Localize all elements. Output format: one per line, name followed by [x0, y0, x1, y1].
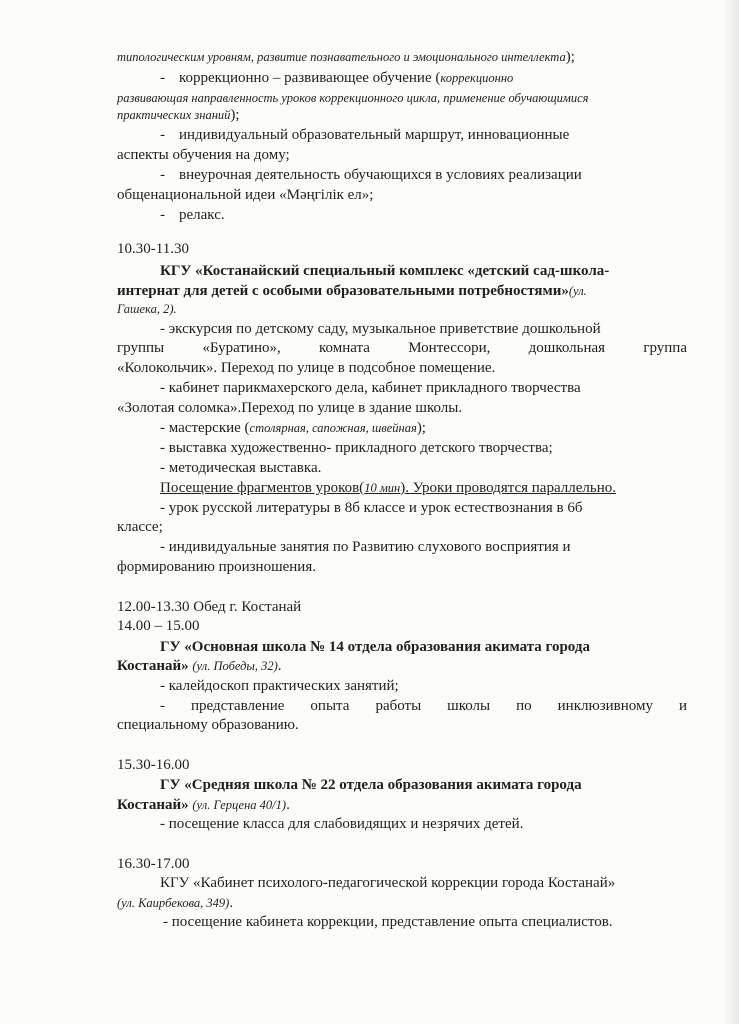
- visit-end: ). Уроки проводятся параллельно.: [400, 480, 616, 496]
- activity-label: - мастерские (: [160, 420, 250, 436]
- list-item-note-line: [117, 106, 240, 124]
- schedule-time: 14.00 – 15.00: [117, 618, 200, 634]
- word: группы: [117, 340, 165, 356]
- venue-title-line: [117, 796, 290, 814]
- word: школы: [447, 698, 491, 714]
- list-dash: -: [160, 207, 165, 223]
- word: работы: [375, 698, 422, 714]
- activity-note: столярная, сапожная, швейная: [249, 421, 417, 435]
- venue-title: интернат для детей с особыми образовательными потребностями»: [117, 283, 569, 299]
- word: «Буратино»,: [202, 340, 281, 356]
- activity-item: - посещение класса для слабовидящих и незрячих детей.: [160, 816, 524, 832]
- lesson-item: - урок русской литературы в 8б классе и урок естествознания в 6б: [160, 500, 583, 516]
- activity-item: - выставка художественно- прикладного детского творчества;: [160, 440, 553, 456]
- list-item-note: коррекционно: [440, 71, 514, 85]
- word: Монтессори,: [408, 340, 491, 356]
- venue-title: Костанай»: [117, 658, 189, 674]
- list-item-end: );: [230, 107, 240, 123]
- venue-address-line: [117, 894, 233, 912]
- venue-address-end: .: [229, 895, 234, 911]
- schedule-time: 16.30-17.00: [117, 856, 190, 872]
- venue-address: (ул. Каирбекова, 349): [117, 896, 230, 910]
- list-item-label: коррекционно – развивающее обучение (: [179, 70, 441, 86]
- activity-item-workshops: [160, 419, 426, 437]
- schedule-lunch: 12.00-13.30 Обед г. Костанай: [117, 599, 302, 615]
- lesson-item: - индивидуальные занятия по Развитию слухового восприятия и: [160, 539, 571, 555]
- activity-item: - посещение кабинета коррекции, представление опыта специалистов.: [163, 914, 613, 930]
- lesson-visit-heading: [160, 479, 616, 497]
- word: по: [516, 698, 532, 714]
- word: -: [160, 698, 165, 714]
- activity-item-text: «Золотая соломка».Переход по улице в здание школы.: [117, 400, 463, 416]
- list-item-extracurricular: [160, 166, 582, 184]
- visit-note: 10 мин: [364, 481, 401, 495]
- list-item-note: практических знаний: [117, 108, 231, 122]
- activity-item-text: «Колокольчик». Переход по улице в подсобное помещение.: [117, 360, 496, 376]
- schedule-time: 10.30-11.30: [117, 241, 189, 257]
- lesson-item-text: классе;: [117, 519, 163, 535]
- venue-title-line: [117, 657, 282, 675]
- venue-title-line: [117, 282, 587, 300]
- venue-address: (ул.: [568, 284, 587, 298]
- word: комната: [319, 340, 370, 356]
- list-item-note: развивающая направленность уроков коррекционного цикла, применение обучающимися: [117, 91, 589, 105]
- list-item-label: внеурочная деятельность обучающихся в условиях реализации: [179, 167, 582, 183]
- activity-item: - экскурсия по детскому саду, музыкальное приветствие дошкольной: [160, 321, 601, 337]
- list-dash: -: [160, 127, 165, 143]
- list-item-correction: [160, 69, 513, 87]
- word: инклюзивному: [557, 698, 653, 714]
- activity-item: - калейдоскоп практических занятий;: [160, 678, 399, 694]
- visit-label: Посещение фрагментов уроков(: [160, 480, 365, 496]
- venue-address: (ул. Победы, 32): [192, 659, 278, 673]
- venue-address: Гашека, 2).: [117, 302, 177, 316]
- intro-end: );: [565, 49, 575, 65]
- activity-item-justified: [160, 697, 687, 715]
- venue-address-end: .: [286, 797, 290, 813]
- word: группа: [643, 340, 687, 356]
- list-item-label: индивидуальный образовательный маршрут, инновационные: [179, 127, 570, 143]
- lesson-item-text: формированию произношения.: [117, 559, 316, 575]
- word: представление: [191, 698, 285, 714]
- list-item-relax: [160, 206, 225, 224]
- list-item-route: [160, 126, 569, 144]
- venue-title: ГУ «Средняя школа № 22 отдела образования акимата города: [160, 777, 582, 793]
- list-item-text: аспекты обучения на дому;: [117, 147, 290, 163]
- activity-end: );: [416, 420, 426, 436]
- list-item-text: общенациональной идеи «Мәңгілік ел»;: [117, 187, 374, 203]
- word: и: [678, 698, 687, 714]
- list-dash: -: [160, 167, 165, 183]
- intro-note: типологическим уровням, развитие познавательного и эмоционального интеллекта: [117, 50, 566, 64]
- intro-line: [117, 48, 575, 66]
- page-edge-shadow: [723, 0, 739, 1024]
- venue-address: (ул. Герцена 40/1): [192, 798, 287, 812]
- word: дошкольная: [528, 340, 606, 356]
- activity-item-justified: [117, 339, 687, 357]
- venue-title: КГУ «Кабинет психолого-педагогической коррекции города Костанай»: [160, 875, 616, 891]
- list-dash: -: [160, 70, 165, 86]
- activity-item: - кабинет парикмахерского дела, кабинет прикладного творчества: [160, 380, 581, 396]
- schedule-time: 15.30-16.00: [117, 757, 190, 773]
- word: опыта: [310, 698, 350, 714]
- venue-address-end: .: [277, 658, 282, 674]
- activity-item-text: специальному образованию.: [117, 717, 299, 733]
- venue-title: ГУ «Основная школа № 14 отдела образования акимата города: [160, 639, 590, 655]
- list-item-label: релакс.: [179, 207, 225, 223]
- venue-title: КГУ «Костанайский специальный комплекс «детский сад-школа-: [160, 263, 610, 279]
- activity-item: - методическая выставка.: [160, 460, 322, 476]
- venue-title: Костанай»: [117, 797, 189, 813]
